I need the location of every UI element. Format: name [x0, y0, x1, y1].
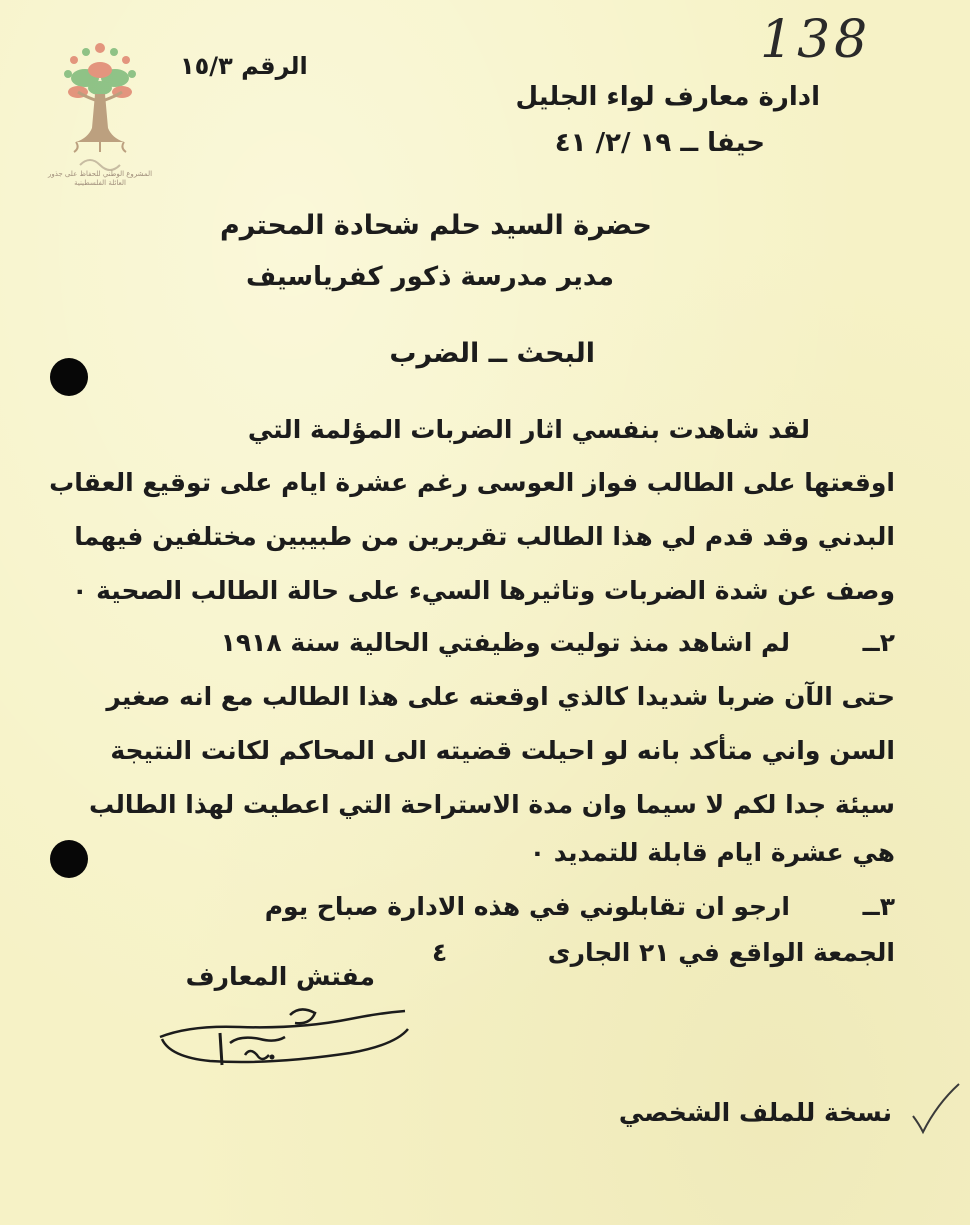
- recipient-name: حضرة السيد حلم شحادة المحترم: [219, 210, 652, 241]
- punch-hole: [50, 358, 88, 396]
- date-digit: ٤: [432, 938, 448, 967]
- body-line: البدني وقد قدم لي هذا الطالب تقريرين من طبيبين مختلفين فيهما: [74, 522, 895, 551]
- place-date: حيفا ــ ١٩ /٢/ ٤١: [554, 128, 765, 158]
- body-line: لقد شاهدت بنفسي اثار الضربات المؤلمة التي: [247, 415, 810, 444]
- signer-title: مفتش المعارف: [185, 962, 375, 991]
- body-line: حتى الآن ضربا شديدا كالذي اوقعته على هذا الطالب مع انه صغير: [106, 682, 895, 711]
- body-line: ارجو ان تقابلوني في هذه الادارة صباح يوم: [264, 892, 790, 921]
- body-line: اوقعتها على الطالب فواز العوسى رغم عشرة ايام على توقيع العقاب: [49, 468, 895, 497]
- paragraph-marker: ٢ــ: [862, 628, 895, 657]
- reference-number: الرقم ١٥/٣: [180, 52, 308, 80]
- handwritten-page-number: 138: [760, 10, 872, 70]
- body-line: هي عشرة ايام قابلة للتمديد ٠: [529, 838, 895, 867]
- check-mark: [905, 1080, 965, 1140]
- body-line: الجمعة الواقع في ٢١ الجارى: [547, 938, 895, 967]
- body-line: وصف عن شدة الضربات وتاثيرها السيء على حالة الطالب الصحية ٠: [72, 576, 895, 605]
- body-line: لم اشاهد منذ توليت وظيفتي الحالية سنة ١٩١٨: [220, 628, 790, 657]
- body-line: سيئة جدا لكم لا سيما وان مدة الاستراحة التي اعطيت لهذا الطالب: [89, 790, 895, 819]
- paragraph-marker: ٣ــ: [862, 892, 895, 921]
- recipient-title: مدير مدرسة ذكور كفرياسيف: [245, 262, 614, 292]
- body-line: السن واني متأكد بانه لو احيلت قضيته الى المحاكم لكانت النتيجة: [110, 736, 895, 765]
- organization-name: ادارة معارف لواء الجليل: [515, 82, 820, 112]
- handwritten-signature: [150, 995, 420, 1085]
- letter-subject: البحث ــ الضرب: [389, 338, 595, 369]
- logo-caption: المشروع الوطني للحفاظ على جذور العائلة الفلسطينية: [47, 170, 153, 187]
- punch-hole: [50, 840, 88, 878]
- copy-note: نسخة للملف الشخصي: [618, 1098, 892, 1127]
